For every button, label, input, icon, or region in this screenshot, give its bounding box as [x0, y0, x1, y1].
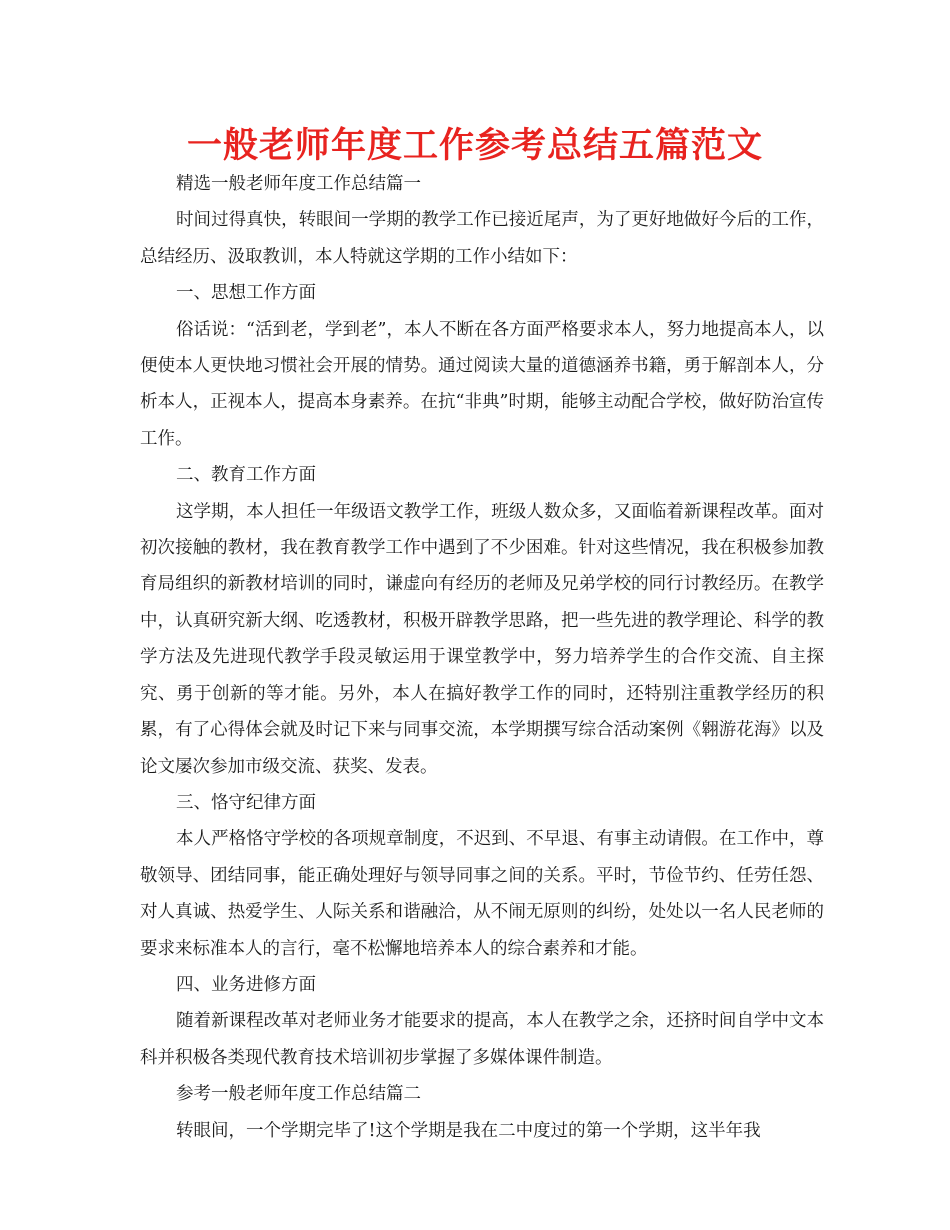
- section-heading: 精选一般老师年度工作总结篇一: [176, 174, 422, 194]
- paragraph: 本人严格恪守学校的各项规章制度，不迟到、不早退、有事主动请假。在工作中，尊敬领导、团结同事，能正确处理好与领导同事之间的关系。平时，节俭节约、任劳任怨、对人真诚、热爱学生、人际关系和谐融洽，从不闹无原则的纠纷，处处以一名人民老师的要求来标准本人的言行，毫不松懈地培养本人的综合素养和才能。: [140, 829, 824, 959]
- section-heading: 二、教育工作方面: [176, 465, 317, 486]
- paragraph: 随着新课程改革对老师业务才能要求的提高，本人在教学之余，还挤时间自学中文本科并积极各类现代教育技术培训初步掌握了多媒体课件制造。: [140, 1011, 824, 1068]
- document-body: [140, 166, 824, 1149]
- section-heading: 一、思想工作方面: [176, 283, 317, 304]
- section-heading: 三、恪守纪律方面: [176, 792, 317, 813]
- document-title: 一般老师年度工作参考总结五篇范文: [186, 126, 763, 166]
- section-heading: 参考一般老师年度工作总结篇二: [176, 1084, 422, 1105]
- paragraph: 转眼间，一个学期完毕了!这个学期是我在二中度过的第一个学期，这半年我: [176, 1120, 761, 1141]
- paragraph: 俗话说：“活到老，学到老”，本人不断在各方面严格要求本人，努力地提高本人，以便使本人更快地习惯社会开展的情势。通过阅读大量的道德涵养书籍，勇于解剖本人，分析本人，正视本人，提高本身素养。在抗“非典”时期，能够主动配合学校，做好防治宣传工作。: [140, 319, 824, 449]
- section-heading: 四、业务进修方面: [176, 974, 317, 995]
- paragraph: 这学期，本人担任一年级语文教学工作，班级人数众多，又面临着新课程改革。面对初次接触的教材，我在教育教学工作中遇到了不少困难。针对这些情况，我在积极参加教育局组织的新教材培训的同时，谦虚向有经历的老师及兄弟学校的同行讨教经历。在教学中，认真研究新大纲、吃透教材，积极开辟教学思路，把一些先进的教学理论、科学的教学方法及先进现代教学手段灵敏运用于课堂教学中，努力培养学生的合作交流、自主探究、勇于创新的等才能。另外，本人在搞好教学工作的同时，还特别注重教学经历的积累，有了心得体会就及时记下来与同事交流，本学期撰写综合活动案例《翱游花海》以及论文屡次参加市级交流、获奖、发表。: [140, 501, 824, 777]
- paragraph: 时间过得真快，转眼间一学期的教学工作已接近尾声，为了更好地做好今后的工作，总结经历、汲取教训，本人特就这学期的工作小结如下：: [140, 210, 824, 267]
